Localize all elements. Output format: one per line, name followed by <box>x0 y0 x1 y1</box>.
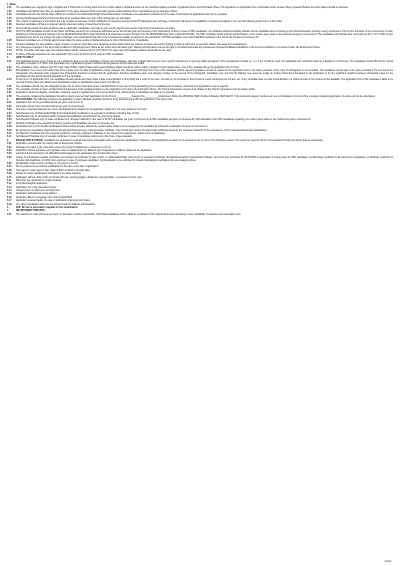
item-text: One copy of identical passport size colour photograph firmly attached to the application (apart from one copy pasted on the form). <box>16 109 148 112</box>
item-text: More than one application in single envelope. <box>16 179 63 182</box>
item-number: 3.07 <box>7 122 12 125</box>
item-text: Incomplete/Illegible application. <box>16 183 48 186</box>
item-number: 5.16 <box>7 196 12 199</box>
item-text: Self Attested Photostat copy of caste certificate from competent authority in the case of SC/ST candidates (as given in Annexure-II) & OBC candidates (as given in Annexure-III). Self declaration from OBC candidates regarding non-creamy layer status in the proforma as given in Annexure-III. <box>16 119 312 122</box>
item-number: 3.08 <box>7 126 12 129</box>
item-number: 2.01 <box>7 60 12 63</box>
item-text: During training period only stipend will be paid as applicable. Candidates may have to give security deposit and execute indemnity bond wherever necessary. <box>16 27 176 30</box>
item-text: Self Attested copy of educational and/or professional qualification prescribed for the post being applied. <box>16 116 121 119</box>
section-intro: Candidates are requested to read all instructions thoroughly before sending their applications. Otherwise, their applications are likely to be rejected on one or more of the following reasons. The reason for rejection will be communicated through sms before date of examination. <box>43 139 324 142</box>
item-number: 3.01 <box>7 102 12 105</box>
section-number: 3. <box>7 99 9 102</box>
item-number: 1.12 <box>7 43 12 46</box>
notes-list <box>7 7 393 56</box>
item-number: 3.09 <box>7 129 12 132</box>
list-item <box>7 61 393 67</box>
item-text: Information sheet in the prescribed format (as given in Annexure-2). <box>16 105 85 108</box>
enclosures-list <box>7 102 393 139</box>
rejection-list <box>7 143 393 206</box>
item-text: In item No.17 of application form, the candidates should indicate two clear visible marks of identification on their body like a mole on the nose, cut-mark on the forehead or the left side or a scar mark below the left arm, etc. If any candidate have no mark of identification, he should mention in the column as Not available. The application form of the candidate is liable to be rejected if he/she does not indicate clear identification marks or identification mark column not filled up. <box>16 79 393 85</box>
list-item <box>7 70 393 79</box>
item-number: 1.08 <box>7 40 12 43</box>
process-list <box>7 214 393 217</box>
item-number: 1.15 <box>7 53 12 56</box>
item-number: 1.06 <box>7 24 12 27</box>
item-number: 5.06 <box>7 162 12 165</box>
item-number: 5.10 <box>7 176 12 179</box>
item-text: Do not possess the prescribed qualification for the post on the date of application. <box>16 166 99 169</box>
item-text: The candidates should copy the paragraph at item No.-11 of the information sheet in English/Hindi in their own running handwriting (not in capital/special cut letters), otherwise their applications may be rejected. <box>16 85 229 88</box>
item-number: 1.13 <box>7 47 12 50</box>
item-number: 5.09 <box>7 173 12 176</box>
item-text: Candidates submitting more than one application for the same category will be summarily rejected & also debarred from examinations as per para given below. <box>16 10 178 13</box>
item-text: Self Attested copy of Matriculation/High School Examination Certificate or an equivalent Certificate indicating date of birth. <box>16 112 140 115</box>
item-number: 2.07 <box>7 92 12 95</box>
item-number: 1.02 <box>7 10 12 13</box>
item-text: Identification marks column not filled up. (Annexure-1 Col-07) <box>16 162 79 165</box>
item-number: 1.04 <box>7 17 12 20</box>
item-number: 2.05 <box>7 85 12 88</box>
item-text: Application received after the closing date of Employment Notice. <box>16 143 83 146</box>
section-number: 2. <box>7 57 9 60</box>
list-item <box>7 79 393 85</box>
item-text: Left hand thumb impression not affixed/blurred/smudged on the application form & information sheet. <box>16 153 119 156</box>
section-number: 6. <box>7 207 9 210</box>
section-number: 4. <box>7 139 9 142</box>
item-text: Self attested Photostat copy of requisite certificates in case of candidates claiming any other type of age relaxation. <box>16 136 133 139</box>
item-text: No Objection Certificate from the competent authority, if already employed in Railways or any Government department / public sector undertakings. <box>16 133 166 135</box>
item-text: Application addressed to wrong address. <box>16 193 58 196</box>
notes-header-number: 1. <box>7 3 10 6</box>
item-text: The selection is made strictly as per merit, on the basis of written examination. Short-listed candidates will be called for verification of the original documents according to merit, availability of vacancies and reservation rules. <box>16 213 242 216</box>
item-text: The candidates are required to sign in English and in Hindi both in running hand and not in block capital or disjointed letters on the prescribed places provided in Application Form and Information Sheet. The signatures on Application Form, Information sheet, Answer Sheet, Question Booklet and other places should be identical. <box>16 7 349 10</box>
item-number: 1.03 <box>7 14 12 17</box>
item-number: 2.02 <box>7 66 12 69</box>
item-number: 3.11 <box>7 136 12 139</box>
continued-marker: Contd.. <box>384 561 392 563</box>
item-number: 2.04 <box>7 79 12 82</box>
item-text: Application without colour photo (or) photo with cap, wearing goggles, disfigured, unrecognizable, or scanned or Xerox copy. <box>16 176 143 179</box>
item-number: 5.18 <box>7 203 12 206</box>
item-number: 5.14 <box>7 190 12 193</box>
list-item <box>7 157 393 163</box>
item-text: SC/ST & OBC candidates should furnish Caste Certificate issued by the competent authorities as per the formats given at Annexure-II & III respectively. Further, in case of OBC candidates, the certificate should specifically indicate that the candidate does not belong to the Persons/Sections (Creamy Layer) mentioned in Col.3 of the Schedule of the Government of India, Department of Personnel and Training O.M. No.36012/22/93-Estt (SCT) dated 08.09.93 & its subsequent revision through O.M. No.36033/3/2004-Estt. (Res.) dated 09.03.2004. The OBC candidate should enclose self declaration of non-creamy layer status in the proforma as given in Annexure-III. The candidates who indicate their community as SC or ST or OBC in their application form but do not enclose the caste certificate in the prescribed format will not be considered as eligible to appear for the examination. All PWD candidates must submit Medical Certificate in the format (as furnished in Annexure-IV). <box>16 31 393 39</box>
item-text: Copies of self attested requisite certificates not enclosed: (i) Certificate for date of birth i.e. Matriculation/High school exam or equivalent certificate, (ii) Educational and/or professional certificate, (iii) Community Certificate for SC/ST/OBC & declaration of creamy layer for OBC candidates, (iv) Discharge certificate for Ex-Servicemen candidates, (v) Disability certificate for Persons with disabilities, (vi) NOC from employer in case of employed candidates. (vii) Declaration to be submitted by visually handicapped candidates who are engaging scribes. <box>16 156 393 162</box>
section-title: RECRUITMENT PROCESS: <box>16 210 46 213</box>
item-number: 5.04 <box>7 153 12 156</box>
item-text: The candidate's Name, Address with Pin Code, Date of Birth, Father's Name and nearest Railway Station should be written legibly in English in bold capital letters, even if the candidate fills up the application form in Hindi. <box>16 66 240 69</box>
item-text: Over aged or under aged or Age / Date of Birth not filled or wrongly filled. <box>16 169 91 172</box>
item-number: 5.08 <box>7 169 12 172</box>
item-text: Serving Handicapped/ Defence Personnel likely to be released within one year of the closing date can also apply. <box>16 17 131 20</box>
item-text: To above following relaxations are also admissible. By 5 years for SC/ST and 3 years for OBC candidates. <box>16 53 124 56</box>
item-text: Candidates should note that the Date of Birth as recorded in the Matriculation/High School Examination Certificate or an equivalent Certificate as on the date of submission of applications will only be accepted. <box>16 14 228 17</box>
item-text: Ex Servicemen candidates should submit self attested Photostat copy of the discharge certificate. They should also enclose the appropriate certificate issued by the competent authority for the equivalence of their educational/technical qualifications. <box>16 129 268 132</box>
item-text: The candidate should put their Left Hand Thumb Impression at the designated places in the Application Form and in the Information Sheet. The Thumb impressions must be clear. Ridges of the Thumb impressions must be clearly visible. <box>16 88 256 91</box>
section-title: INVALID APPLICATIONS: <box>16 139 44 142</box>
item-text: Declaration form by the visually handicapped whose writing speed is affected by cerebral palsy scribe is to be engaged by the candidate for writing the examination (as given in Annexure-V). <box>16 126 208 129</box>
item-text: Any other irregularities which are considered invalid by Railway administration. <box>16 203 96 206</box>
section-title: HOW TO APPLY: <box>16 57 34 60</box>
item-number: 3.10 <box>7 133 12 135</box>
item-number: 5.03 <box>7 149 12 152</box>
list-item <box>7 214 393 217</box>
item-text: Application form in the prescribed format (as given in Annexure-1). <box>16 102 84 105</box>
item-text: NOTE: The Indian and upper age limit indicated above will be reckoned as on 01.07.2013. The upper age limit relaxation shall be admissible as per rules. <box>16 50 172 53</box>
item-number: 3.02 <box>7 105 12 108</box>
item-number: 5.11 <box>7 179 12 182</box>
item-text: Application without signatures (or) signature done in capital letters (or) different type of signatures at different places of the application. <box>16 149 153 152</box>
item-number: 5.17 <box>7 200 12 203</box>
item-text: The application format as per Annexure I & 2 should be filled up by the candidate in his/her own handwriting, with blue or black ball point pen (not in pencil, fountain pen or gel pen) (italic) and signed. Only international numerals i.e. 1, 2, 3 etc. should be used. The application form should be filled up in English or in Hindi only. The candidates should affix his/her normal signature in English or in Hindi in the application form. Applications signed in capital letters/signatures will be treated as invalid. <box>16 60 393 66</box>
item-text: Female candidates are also eligible to apply, however, it may be noted that some categories involve duties which are arduous in nature and call for working in shifts at odd hours, at road side station, also away from headquarters. <box>16 43 248 46</box>
item-number: 7.01 <box>7 213 12 216</box>
item-text: Selected candidates will have to undergo training wherever training is prescribed for the post. <box>16 24 111 27</box>
item-number: 1.10 <box>7 31 12 34</box>
item-number: 2.08 <box>7 95 12 98</box>
item-number: 1.07 <box>7 27 12 30</box>
item-number: 3.06 <box>7 119 12 122</box>
item-number: 3.05 <box>7 116 12 119</box>
item-text: Double or multiple applications submitted for the same category. <box>16 173 82 176</box>
list-item <box>7 31 393 40</box>
item-text: Any subsequent changes in the terms and conditions of this Employment Notice as per extant rules will stand good. Railway administration reserve the right to consider/incorporate any subsequent changes/modifications/additions in the terms & conditions to recruitment under this Employment Notice. <box>16 47 321 50</box>
item-text: Selected candidates are not finally appointed are liable for active service in Railway Engineer's Unit of Territorial Army, if applicable. <box>16 40 150 43</box>
item-number: 3.03 <box>7 109 12 112</box>
item-text: The number of vacancies is provisional and may increase or decrease. Further distribution of vacancies among various PH categories and exchange of vacancies will depend on availability of selected candidates in the merit list following extant rules on the matter. <box>16 21 283 23</box>
item-number: 2.03 <box>7 70 12 73</box>
item-number: 3.04 <box>7 112 12 115</box>
section-intro: The following enclosures as applicable to each individual candidate should be firmly attached along with the application in the given order: <box>33 99 174 102</box>
item-text: Applications which are illegible, incomplete, unsigned, signed in capital letters, not in prescribed format, without photo of candidates are liable to be rejected. <box>16 92 175 95</box>
item-number: 5.12 <box>7 183 12 186</box>
item-text: Category/post not filled up or wrongly filled. <box>16 190 60 193</box>
item-text: The envelope containing the application should be clearly super-scribed 'Application for the Post of ___________ Category No.__________ Employment Notice No.1/PH/2012 (SRC) Northern Railway, NEW DELHI'. If the posts and category numbers etc. are not indicated on the top of the envelope containing application, the same will not be entertained. <box>16 95 376 98</box>
item-text: Passage not copied in the information sheet (or) copied in capital letters. (Annexure-2 Col 11) <box>16 146 111 149</box>
item-text: Application not in the prescribed format. <box>16 186 57 189</box>
item-number: 5.01 <box>7 143 12 146</box>
section-title: ENCLOSURES: <box>16 99 33 102</box>
item-number: 5.13 <box>7 186 12 189</box>
item-number: 5.15 <box>7 193 12 196</box>
item-text: Application filled in a language other than English/Hindi. <box>16 196 73 199</box>
section-number: 7. <box>7 210 9 213</box>
item-number: 5.07 <box>7 166 12 169</box>
item-text: Photographs: One recent and earlier than three months from the date of application) colour passport size photograph with clear front view of the candidate without cap and sunglasses should be pasted on the application form in the space provided. Xerox copy of photographs is not permitted. The candidates should sign in the space provided in the box below the photograph. One identical colour passport size photograph should be enclosed with the application. Attesting candidate's name and category number on the reverse of the photograph. Candidates may note that the Railway may reject any image for putting old/unclear photograph on the application or for any significant variations between photograph pasted in the application and the actual physical appearance of the candidate. <box>16 70 393 78</box>
item-number: 1.05 <box>7 21 12 23</box>
item-number: 5.05 <box>7 156 12 159</box>
item-number: 2.06 <box>7 88 12 91</box>
item-text: Medical Certificate in the prescribed format by persons with disabilities (as given in Annexure-IV). <box>16 122 115 125</box>
item-number: 1.01 <box>7 7 12 10</box>
item-text: Application received before the date of publication of Employment Notice. <box>16 200 91 203</box>
notes-header-label: Note: <box>9 3 17 6</box>
section-title: FEE: No Fee is prescribed / payable for this examination. <box>16 207 79 210</box>
item-number: 1.14 <box>7 50 12 53</box>
item-number: 5.02 <box>7 146 12 149</box>
